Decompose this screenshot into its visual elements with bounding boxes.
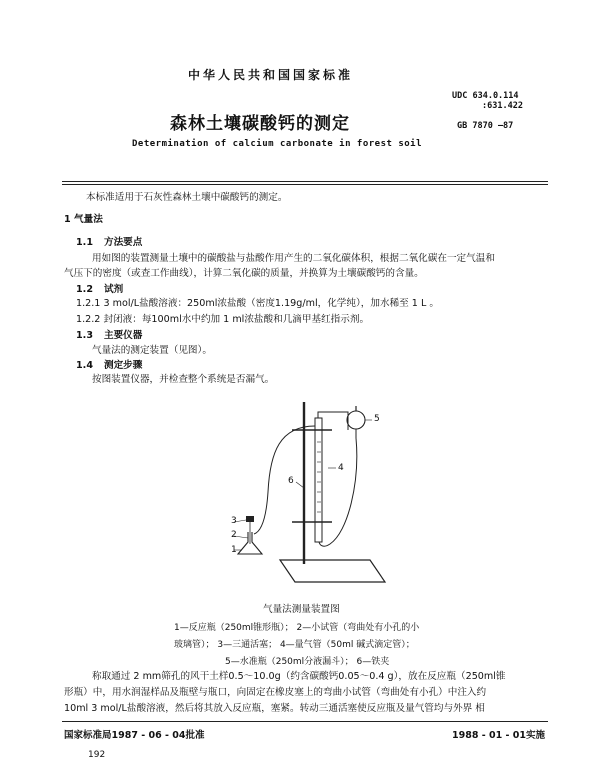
gb-number: GB 7870 —87 (457, 121, 514, 131)
section-1-3-number: 1.3 (76, 330, 93, 341)
section-1-2-2: 1.2.2 封闭液：每100ml水中约加 1 ml浓盐酸和几滴甲基红指示剂。 (76, 314, 370, 325)
figure-caption: 气量法测量装置图 (263, 604, 340, 615)
footer-rule (62, 721, 548, 722)
section-1-2-number: 1.2 (76, 284, 93, 295)
section-1-1-number: 1.1 (76, 237, 93, 248)
section-1-2-1: 1.2.1 3 mol/L盐酸溶液：250ml浓盐酸（密度1.19g/ml，化学纯），加水稀至 1 L 。 (76, 298, 439, 309)
section-1-4-number: 1.4 (76, 360, 93, 371)
figure-label-2: 2 (231, 530, 237, 540)
figure-label-6: 6 (288, 476, 294, 486)
udc-code: UDC 634.0.114 (452, 91, 519, 101)
section-1-4-text: 按图装置仪器，并检查整个系统是否漏气。 (92, 374, 275, 385)
document-title: 森林土壤碳酸钙的测定 (170, 114, 350, 134)
procedure-line-3: 10ml 3 mol/L盐酸溶液，然后将其放入反应瓶，塞紧。转动三通活塞使反应瓶及量气管均与外界 相 (64, 703, 485, 714)
section-1-1-text-2: 气压下的密度（或查工作曲线），计算二氧化碳的质量，并换算为土壤碳酸钙的含量。 (64, 268, 424, 279)
section-1-2-title: 试剂 (104, 284, 124, 295)
figure-label-5: 5 (374, 414, 380, 424)
figure-legend-1: 1—反应瓶（250ml锥形瓶）； 2—小试管（弯曲处有小孔的小 (174, 623, 420, 633)
section-1-3-title: 主要仪器 (104, 330, 143, 341)
procedure-line-2: 形瓶）中，用水润湿样品及瓶壁与瓶口，向固定在橡皮塞上的弯曲小试管（弯曲处有小孔）中注入约 (64, 687, 487, 698)
header-rule-top (62, 181, 548, 182)
leveling-bulb (347, 411, 365, 429)
header-rule-bottom (62, 184, 548, 185)
section-1-1-title: 方法要点 (104, 237, 143, 248)
connecting-hose (254, 426, 315, 534)
page-number: 192 (88, 750, 106, 760)
section-1-4-title: 测定步骤 (104, 360, 143, 371)
apparatus-diagram (220, 392, 390, 592)
gas-burette (315, 418, 322, 542)
figure-legend-3: 5—水准瓶（250ml分液漏斗）； 6—铁夹 (225, 657, 390, 667)
approval-date: 国家标准局1987 - 06 - 04批准 (64, 730, 205, 741)
figure-label-1: 1 (231, 545, 237, 555)
udc-code-cont: :631.422 (482, 101, 523, 111)
section-1-3-text: 气量法的测定装置（见图）。 (92, 345, 212, 356)
figure-label-3: 3 (231, 516, 237, 526)
rubber-hose (319, 438, 357, 546)
figure-legend-2: 玻璃管）； 3—三通活塞； 4—量气管（50ml 碱式滴定管）； (174, 640, 415, 650)
procedure-line-1: 称取通过 2 mm筛孔的风干土样0.5～10.0g（约含碳酸钙0.05～0.4 g），放在反应瓶（250ml锥 (92, 671, 506, 682)
intro-text: 本标准适用于石灰性森林土壤中碳酸钙的测定。 (86, 192, 288, 203)
issuing-org: 中华人民共和国国家标准 (188, 68, 354, 82)
implementation-date: 1988 - 01 - 01实施 (452, 730, 545, 741)
section-1-heading: 1 气量法 (64, 214, 103, 225)
section-1-1-text-1: 用如图的装置测量土壤中的碳酸盐与盐酸作用产生的二氧化碳体积，根据二氧化碳在一定气温和 (92, 253, 495, 264)
english-title: Determination of calcium carbonate in forest soil (132, 139, 423, 149)
stand-base (280, 560, 385, 582)
figure-label-4: 4 (338, 463, 344, 473)
